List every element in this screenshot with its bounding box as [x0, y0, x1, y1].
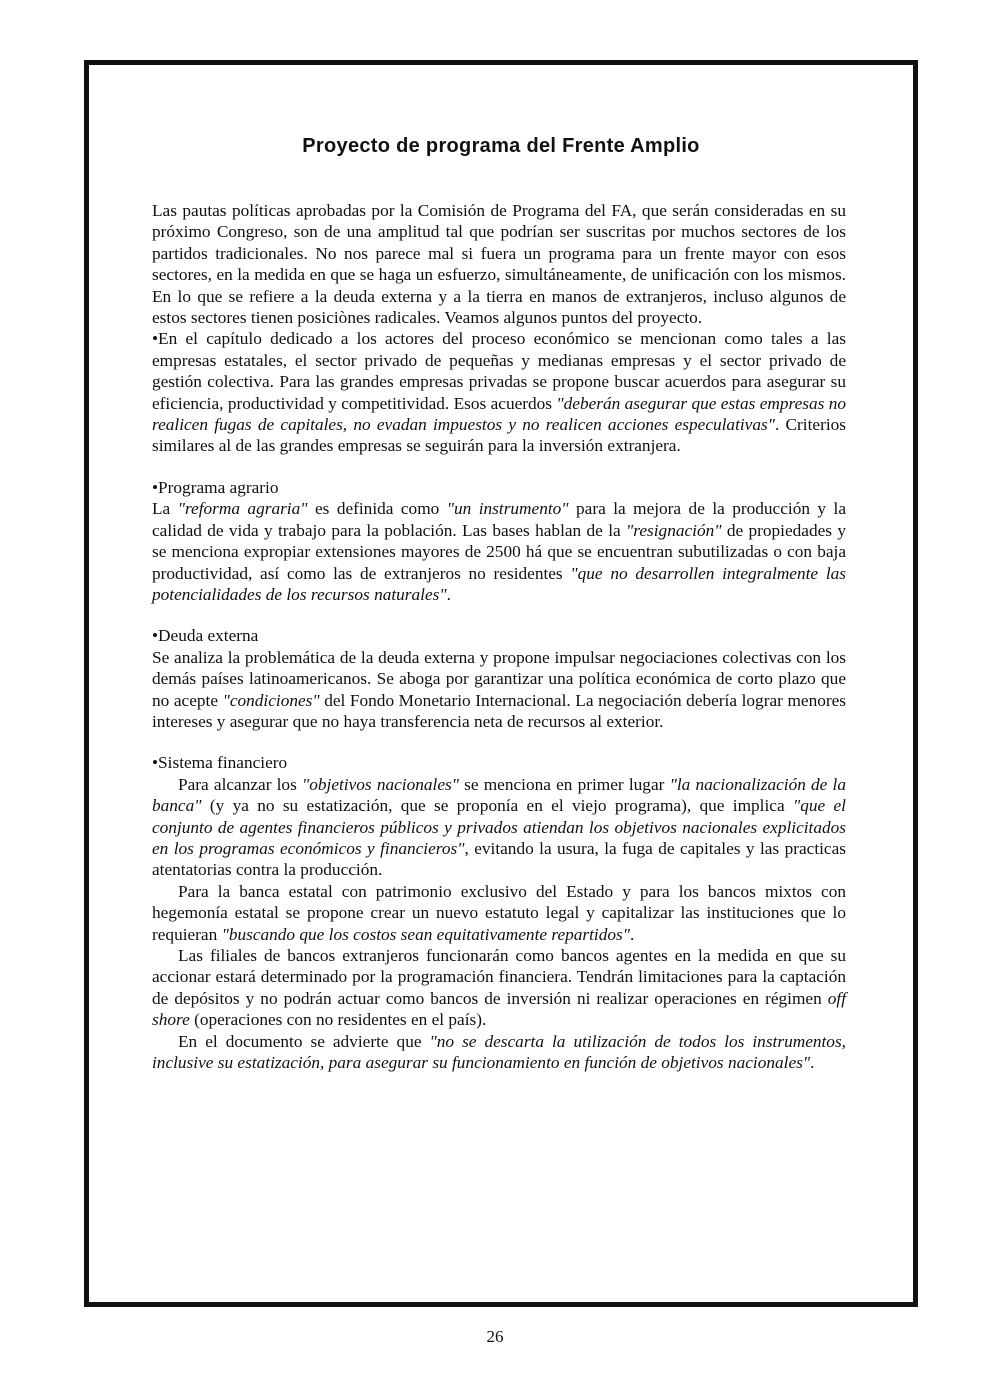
agrario-quote: "resignación"	[626, 520, 722, 540]
financiero-quote: "objetivos nacionales"	[302, 774, 459, 794]
section-heading-financiero: •Sistema financiero	[152, 753, 288, 773]
financiero-text: .	[630, 924, 635, 944]
agrario-paragraph	[152, 498, 846, 605]
agrario-text: es definida como	[307, 499, 447, 519]
agrario-quote: "que no desarrollen integralmente las potencialidades de los recursos naturales"	[152, 563, 846, 604]
deuda-text: del Fondo Monetario Internacional. La negociación debería lograr menores intereses y asegurar que no haya transferencia neta de recursos al exterior.	[152, 690, 847, 731]
financiero-quote: "que el conjunto de agentes financieros públicos y privados atiendan los objetivos nacionales explicitados en los programas económicos y financieros"	[152, 796, 846, 858]
financiero-quote: "la nacionalización de la banca"	[152, 774, 846, 816]
section-heading-deuda: •Deuda externa	[152, 626, 259, 646]
financiero-text: En el documento se advierte que	[178, 1031, 430, 1051]
financiero-quote: off shore	[152, 988, 846, 1030]
financiero-quote: "no se descarta la utilización de todos los instrumentos, inclusive su estatización, para asegurar su funcionamiento en función de objetivos nacionales"	[152, 1031, 846, 1073]
section-heading-agrario: •Programa agrario	[152, 477, 279, 497]
financiero-text: .	[810, 1053, 815, 1073]
deuda-text: Se analiza la problemática de la deuda externa y propone impulsar negociaciones colectivas con los demás países latinoamericanos. Se aboga por garantizar una política económica de corto plazo que no acepte	[152, 647, 846, 710]
agrario-text: La	[152, 499, 178, 519]
financiero-paragraph-3	[152, 945, 846, 1031]
financiero-text: Para alcanzar los	[178, 774, 302, 794]
financiero-text: Las filiales de bancos extranjeros funcionarán como bancos agentes en la medida en que su accionar estará determinado por la programación financiera. Tendrán limitaciones para la captación de depósitos y no podrán actuar como bancos de inversión ni realizar operaciones en régimen	[152, 946, 846, 1008]
document-title: Proyecto de programa del Frente Amplio	[302, 135, 700, 157]
actors-paragraph	[152, 328, 846, 456]
agrario-text: de propiedades y se menciona expropiar extensiones mayores de 2500 há que se encuentran subutilizadas o con baja productividad, así como las de extranjeros no residentes	[152, 520, 846, 583]
financiero-paragraph-4	[152, 1031, 846, 1074]
financiero-text: Para la banca estatal con patrimonio exclusivo del Estado y para los bancos mixtos con hegemonía estatal se propone crear un nuevo estatuto legal y capitalizar las instituciones que lo requieran	[152, 881, 846, 944]
financiero-paragraph-1	[152, 774, 846, 881]
financiero-text: se menciona en primer lugar	[458, 774, 670, 794]
agrario-quote: "reforma agraria"	[177, 499, 308, 519]
deuda-quote: "condiciones"	[222, 690, 320, 710]
actors-text-end: . Criterios similares al de las grandes empresas se seguirán para la inversión extranjera.	[152, 415, 846, 456]
document-body	[152, 200, 846, 1073]
financiero-quote: "buscando que los costos sean equitativamente repartidos"	[221, 924, 630, 944]
financiero-paragraph-2	[152, 881, 846, 945]
agrario-quote: "un instrumento"	[446, 499, 569, 519]
financiero-text: (y ya no su estatización, que se proponía en el viejo programa), que implica	[201, 796, 793, 816]
page-border-frame	[84, 60, 918, 1307]
page-number: 26	[486, 1327, 504, 1346]
intro-paragraph: Las pautas políticas aprobadas por la Comisión de Programa del FA, que serán consideradas en su próximo Congreso, son de una amplitud tal que podrían ser suscritas por muchos sectores de los partidos tradicionales. No nos parece mal si fuera un programa para un frente mayor con esos sectores, en la medida en que se haga un esfuerzo, simultáneamente, de unificación con los mismos. En lo que se refiere a la deuda externa y a la tierra en manos de extranjeros, incluso algunos de estos sectores tienen posiciònes radicales. Veamos algunos puntos del proyecto.	[152, 201, 846, 328]
agrario-text: .	[446, 584, 451, 604]
actors-text: •En el capítulo dedicado a los actores del proceso económico se mencionan como tales a las empresas estatales, el sector privado de pequeñas y medianas empresas y el sector privado de gestión colectiva. Para las grandes empresas privadas se propone buscar acuerdos para asegurar su eficiencia, productividad y competitividad. Esos acuerdos	[152, 329, 846, 413]
actors-quote: "deberán asegurar que estas empresas no realicen fugas de capitales, no evadan impuestos y no realicen acciones especulativas"	[152, 393, 847, 435]
agrario-text: para la mejora de la producción y la calidad de vida y trabajo para la población. Las bases hablan de la	[152, 499, 846, 540]
financiero-text: (operaciones con no residentes en el país).	[189, 1010, 487, 1030]
financiero-text: , evitando la usura, la fuga de capitales y las practicas atentatorias contra la producción.	[152, 838, 846, 880]
deuda-paragraph	[152, 647, 846, 733]
